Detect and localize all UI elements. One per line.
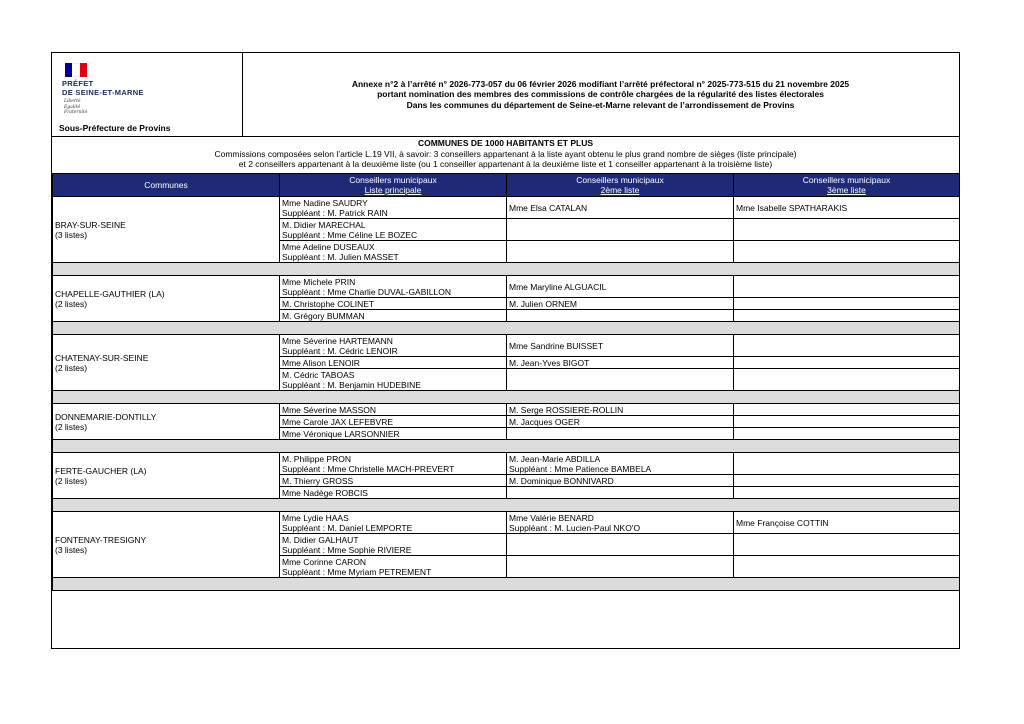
main-list-cell [280,369,507,391]
councillor-name: Mme Françoise COTTIN [736,517,829,528]
commune-list-count: (2 listes) [55,475,88,486]
col-header-third-list: Conseillers municipaux 3ème liste [734,174,960,197]
third-list-cell [734,556,960,578]
commune-name: CHATENAY-SUR-SEINE [55,352,149,363]
separator-row [53,578,960,591]
document-title [242,53,959,136]
councillor-name: Mme Sandrine BUISSET [509,340,604,351]
councillor-name: Mme Michele PRIN [282,276,356,287]
second-list-cell [507,197,734,219]
commune-name: FONTENAY-TRESIGNY [55,534,147,545]
councillor-name: Mme Séverine HARTEMANN [282,335,393,346]
substitute-name: Suppléant : Mme Patience BAMBELA [509,463,652,474]
councillor-name: M. Philippe PRON [282,453,351,464]
main-list-cell [280,298,507,310]
republic-motto: Liberté Égalité Fraternité [64,99,88,115]
separator-cell [53,391,960,404]
main-list-cell [280,404,507,416]
commune-cell [53,453,280,499]
title-line-2: portant nomination des membres des commissions de contrôle chargées de la régularité des listes électorales [377,89,824,100]
councillor-name: M. Serge ROSSIERE-ROLLIN [509,404,624,415]
separator-row [53,499,960,512]
table-row [53,197,960,219]
table-body [53,197,960,591]
prefecture-block [52,53,243,136]
councillor-name: M. Christophe COLINET [282,298,375,309]
councillor-name: Mme Maryline ALGUACIL [509,281,607,292]
second-list-cell [507,219,734,241]
councillor-name: Mme Nadège ROBCIS [282,487,368,498]
main-list-cell [280,276,507,298]
title-line-1: Annexe n°2 à l’arrêté n° 2026-773-057 du 06 février 2026 modifiant l’arrêté préfectoral n° 2025-773-515 du 21 novembre 2025 [351,78,850,89]
councillor-name: Mme Lydie HAAS [282,512,349,523]
second-list-cell [507,276,734,298]
commune-cell [53,276,280,322]
third-list-cell [734,487,960,499]
councillor-name: Mme Adeline DUSEAUX [282,241,375,252]
separator-cell [53,263,960,276]
substitute-name: Suppléant : M. Patrick RAIN [282,207,388,218]
commune-cell [53,335,280,391]
councillor-name: Mme Carole JAX LEFEBVRE [282,416,394,427]
separator-cell [53,578,960,591]
main-list-cell [280,534,507,556]
councillor-name: M. Julien ORNEM [509,298,578,309]
substitute-name: Suppléant : Mme Christelle MACH-PREVERT [282,463,455,474]
councillor-name: M. Thierry GROSS [282,475,354,486]
second-list-cell [507,428,734,440]
substitute-name: Suppléant : M. Julien MASSET [282,251,399,262]
second-list-cell [507,487,734,499]
main-list-cell [280,197,507,219]
main-list-cell [280,487,507,499]
substitute-name: Suppléant : Mme Sophie RIVIERE [282,544,412,555]
main-list-cell [280,453,507,475]
republic-flag-logo [65,63,87,77]
separator-cell [53,440,960,453]
commune-list-count: (2 listes) [55,362,88,373]
third-list-cell [734,197,960,219]
second-list-cell [507,512,734,534]
third-list-cell [734,512,960,534]
main-list-cell [280,241,507,263]
separator-row [53,391,960,404]
separator-row [53,440,960,453]
table-row [53,335,960,357]
second-list-cell [507,534,734,556]
main-list-cell [280,416,507,428]
third-list-cell [734,369,960,391]
commune-name: FERTE-GAUCHER (LA) [55,465,147,476]
main-list-cell [280,310,507,322]
councillor-name: M. Didier MARECHAL [282,219,366,230]
title-line-3: Dans les communes du département de Seine-et-Marne relevant de l’arrondissement de Provins [406,99,795,110]
document-sheet [51,52,960,649]
table-row [53,404,960,416]
main-list-cell [280,556,507,578]
councillor-name: M. Jean-Marie ABDILLA [509,453,601,464]
commune-name: BRAY-SUR-SEINE [55,219,126,230]
second-list-cell [507,453,734,475]
intro-line-1: Commissions composées selon l’article L.19 VII, à savoir: 3 conseillers appartenant à la liste ayant obtenu le plus grand nombre de sièges (liste principale) [214,148,797,159]
third-list-cell [734,475,960,487]
third-list-cell [734,416,960,428]
substitute-name: Suppléant : M. Daniel LEMPORTE [282,522,413,533]
commissions-table [52,173,960,591]
councillor-name: Mme Nadine SAUDRY [282,197,368,208]
commune-cell [53,512,280,578]
table-header-row [53,174,960,197]
main-list-cell [280,475,507,487]
councillor-name: Mme Valérie BENARD [509,512,594,523]
col-header-second-list: Conseillers municipaux 2ème liste [507,174,734,197]
second-list-cell [507,475,734,487]
commune-name: DONNEMARIE-DONTILLY [55,411,157,422]
third-list-cell [734,241,960,263]
main-list-cell [280,335,507,357]
third-list-cell [734,534,960,556]
substitute-name: Suppléant : M. Benjamin HUDEBINE [282,379,421,390]
intro-line-2: et 2 conseillers appartenant à la deuxième liste (ou 1 conseiller appartenant à la deuxième liste et 1 conseiller appartenant à la troisième liste) [238,159,773,169]
third-list-cell [734,357,960,369]
second-list-cell [507,310,734,322]
commune-list-count: (2 listes) [55,298,88,309]
councillor-name: M. Jacques OGER [509,416,580,427]
second-list-cell [507,357,734,369]
substitute-name: Suppléant : Mme Myriam PETREMENT [282,566,432,577]
commune-list-count: (3 listes) [55,544,88,555]
third-list-cell [734,404,960,416]
commune-cell [53,404,280,440]
third-list-cell [734,453,960,475]
third-list-cell [734,428,960,440]
prefecture-name: PRÉFET DE SEINE-ET-MARNE [62,79,144,97]
second-list-cell [507,556,734,578]
second-list-cell [507,416,734,428]
councillor-name: Mme Corinne CARON [282,556,367,567]
document-header [52,53,959,137]
main-list-cell [280,512,507,534]
councillor-name: Mme Séverine MASSON [282,404,376,415]
substitute-name: Suppléant : Mme Céline LE BOZEC [282,229,418,240]
main-list-cell [280,357,507,369]
councillor-name: Mme Elsa CATALAN [509,202,588,213]
table-row [53,276,960,298]
third-list-cell [734,310,960,322]
councillor-name: Mme Isabelle SPATHARAKIS [736,202,848,213]
table-row [53,512,960,534]
col-header-main-list: Conseillers municipaux Liste principale [280,174,507,197]
second-list-cell [507,335,734,357]
second-list-cell [507,404,734,416]
main-list-cell [280,428,507,440]
sub-prefecture-label: Sous-Préfecture de Provins [59,123,171,133]
substitute-name: Suppléant : M. Cédric LENOIR [282,345,398,356]
councillor-name: M. Cédric TABOAS [282,369,355,380]
separator-row [53,322,960,335]
councillor-name: M. Jean-Yves BIGOT [509,357,590,368]
main-list-cell [280,219,507,241]
commune-list-count: (3 listes) [55,229,88,240]
councillor-name: M. Dominique BONNIVARD [509,475,614,486]
table-row [53,453,960,475]
councillor-name: Mme Alison LENOIR [282,357,360,368]
commune-name: CHAPELLE-GAUTHIER (LA) [55,288,165,299]
substitute-name: Suppléant : Mme Charlie DUVAL-GABILLON [282,286,451,297]
councillor-name: Mme Véronique LARSONNIER [282,428,400,439]
second-list-cell [507,298,734,310]
commune-list-count: (2 listes) [55,421,88,432]
second-list-cell [507,241,734,263]
third-list-cell [734,276,960,298]
separator-cell [53,499,960,512]
third-list-cell [734,298,960,310]
third-list-cell [734,335,960,357]
section-heading: COMMUNES DE 1000 HABITANTS ET PLUS [417,138,594,148]
third-list-cell [734,219,960,241]
councillor-name: M. Didier GALHAUT [282,534,359,545]
substitute-name: Suppléant : M. Lucien-Paul NKO'O [509,522,641,533]
commune-cell [53,197,280,263]
col-header-communes: Communes [53,174,280,197]
separator-row [53,263,960,276]
separator-cell [53,322,960,335]
section-intro [52,136,959,174]
second-list-cell [507,369,734,391]
councillor-name: M. Grégory BUMMAN [282,310,365,321]
